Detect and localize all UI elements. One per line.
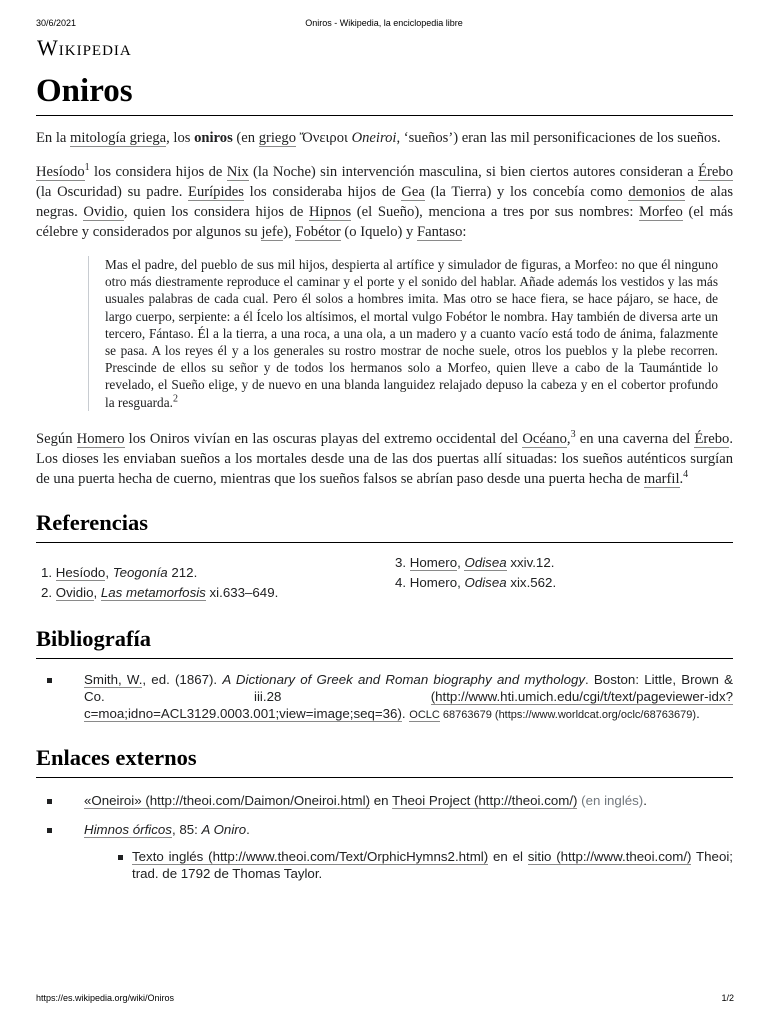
text: en el xyxy=(488,848,528,864)
ref-location: xix.562. xyxy=(506,574,557,590)
ref-author-link[interactable]: Homero xyxy=(409,554,458,570)
language-note: (en inglés) xyxy=(581,792,644,808)
paragraph-homero xyxy=(36,429,733,489)
link-homero[interactable]: Homero xyxy=(76,430,125,447)
text: los Oniros vivían en las oscuras playas del extremo occidental del xyxy=(124,430,523,447)
text: , los xyxy=(166,130,195,146)
link-worldcat-url[interactable]: (https://www.worldcat.org/oclc/68763679) xyxy=(494,708,697,721)
print-page-number: 1/2 xyxy=(721,993,734,1003)
hymn-title: A Oniro xyxy=(201,821,247,837)
footnote-ref-4[interactable]: 4 xyxy=(683,468,689,480)
link-oclc[interactable]: OCLC xyxy=(409,708,440,721)
text: . xyxy=(679,470,684,487)
link-smith[interactable]: Smith, W. xyxy=(84,671,143,687)
wikipedia-logo[interactable]: Wikipedia xyxy=(37,35,132,60)
footnote-ref-2[interactable]: 2 xyxy=(172,393,178,405)
page-title: Oniros xyxy=(36,71,733,116)
term-oniros: oniros xyxy=(194,130,233,146)
link-erebo[interactable]: Érebo xyxy=(698,164,733,180)
text: . Los dioses les enviaban sueños a los mortales desde una de las dos puertas allí situadas: los sueños auténticos surgían de una puerta hecha de cuerno, mientras que los sueños falsos se abrían paso desde una puerta hecha de xyxy=(36,430,733,487)
ovid-quotation xyxy=(88,256,718,411)
nested-list xyxy=(84,848,733,882)
link-hesiodo[interactable]: Hesíodo xyxy=(36,164,85,180)
ref-number: 1. xyxy=(41,564,56,580)
text: : xyxy=(462,224,467,240)
text: . xyxy=(246,821,250,837)
ref-author: Homero xyxy=(409,574,458,590)
text: los consideraba hijos de xyxy=(243,184,402,200)
link-ovidio[interactable]: Ovidio xyxy=(83,204,124,220)
link-jefe[interactable]: jefe xyxy=(261,224,284,240)
ref-work-link[interactable] xyxy=(464,555,506,571)
link-oclc-number[interactable]: 68763679 xyxy=(442,708,492,721)
link-theoi-project[interactable]: Theoi Project (http://theoi.com/) xyxy=(391,792,578,808)
text: (o Iquelo) y xyxy=(340,224,417,240)
text: en xyxy=(370,792,392,808)
link-mitologia-griega[interactable]: mitología griega xyxy=(70,130,167,146)
text: , xyxy=(105,564,113,580)
transliteration: Oneiroi xyxy=(351,130,397,146)
link-morfeo[interactable]: Morfeo xyxy=(639,204,683,220)
footnote-ref-3[interactable]: 3 xyxy=(570,428,576,440)
link-nix[interactable]: Nix xyxy=(226,164,249,180)
ref-location: xi.633–649. xyxy=(205,584,279,600)
book-title: A Dictionary of Greek and Roman biography and mythology xyxy=(222,671,586,687)
footnote-ref-1[interactable]: 1 xyxy=(84,162,90,174)
ref-author-link[interactable]: Ovidio xyxy=(55,584,94,600)
text: ), xyxy=(283,224,296,240)
ref-location: xxiv.12. xyxy=(506,554,555,570)
ref-work: Odisea xyxy=(464,554,507,570)
link-himnos-orficos[interactable] xyxy=(84,822,172,838)
link-text: Himnos órficos xyxy=(84,821,172,837)
link-umich-url[interactable]: (http://www.hti.umich.edu/cgi/t/text/pageviewer-idx?c=moa;idno=ACL3129.0003.001;view=image;seq=36) xyxy=(84,688,733,721)
text: (la Oscuridad) su padre. xyxy=(36,184,189,200)
text: . xyxy=(401,705,410,721)
external-link-item-1 xyxy=(36,792,733,809)
link-fobetor[interactable]: Fobétor xyxy=(295,224,341,240)
print-date: 30/6/2021 xyxy=(36,18,77,28)
ref-number: 2. xyxy=(41,584,56,600)
external-link-item-2 xyxy=(36,821,733,882)
ref-work: Las metamorfosis xyxy=(100,584,206,600)
text: (el Sueño), menciona a tres por sus nombres: xyxy=(351,204,640,220)
text: de alas negras. xyxy=(36,184,734,220)
greek-term: Ὄνειροι xyxy=(299,130,348,146)
link-hipnos[interactable]: Hipnos xyxy=(308,204,352,220)
text: , ed. (1867). xyxy=(142,671,223,687)
ref-author-link[interactable]: Hesíodo xyxy=(55,564,106,580)
text: , 85: xyxy=(171,821,202,837)
link-oneiroi-theoi[interactable]: «Oneiroi» (http://theoi.com/Daimon/Oneiroi.html) xyxy=(84,792,370,808)
ref-number: 4. xyxy=(395,574,410,590)
text: , xyxy=(457,554,465,570)
text: Según xyxy=(36,430,77,447)
text: En la xyxy=(36,130,71,146)
text: , xyxy=(457,574,465,590)
text: . xyxy=(696,705,700,721)
text: , xyxy=(93,584,101,600)
link-griego[interactable]: griego xyxy=(258,130,296,146)
ref-work: Odisea xyxy=(464,574,507,590)
reference-item-4 xyxy=(395,573,556,593)
text: . Boston: Little, Brown & Co. iii.28 xyxy=(84,671,733,704)
link-marfil[interactable]: marfil xyxy=(643,470,680,487)
text: Theoi; trad. de 1792 de Thomas Taylor. xyxy=(132,848,733,881)
intro-paragraph xyxy=(36,128,733,148)
heading-enlaces-externos: Enlaces externos xyxy=(36,744,733,778)
link-gea[interactable]: Gea xyxy=(401,184,425,200)
print-url: https://es.wikipedia.org/wiki/Oniros xyxy=(36,993,175,1003)
external-links-list xyxy=(36,792,733,882)
link-demonios[interactable]: demonios xyxy=(628,184,686,200)
references-column-left xyxy=(41,563,278,603)
text: , quien los considera hijos de xyxy=(123,204,309,220)
link-erebo-2[interactable]: Érebo xyxy=(694,430,730,447)
text: (el más célebre y considerados por algunos su xyxy=(36,204,733,240)
ref-location: 212. xyxy=(167,564,198,580)
text: (la Tierra) y los concebía como xyxy=(424,184,629,200)
link-euripides[interactable]: Eurípides xyxy=(188,184,244,200)
external-link-subitem xyxy=(84,848,733,882)
reference-item-1 xyxy=(41,563,278,583)
text: , ‘sueños’) eran las mil personificaciones de los sueños. xyxy=(396,130,721,146)
reference-item-2 xyxy=(41,583,278,603)
heading-bibliografia: Bibliografía xyxy=(36,625,733,659)
heading-referencias: Referencias xyxy=(36,509,733,543)
paragraph-origins xyxy=(36,162,733,242)
references-column-right xyxy=(395,553,556,593)
text: , xyxy=(566,430,571,447)
ref-work-link[interactable] xyxy=(101,585,206,601)
reference-item-3 xyxy=(395,553,556,573)
print-page-title: Oniros - Wikipedia, la enciclopedia libre xyxy=(305,18,463,28)
ref-work: Teogonía xyxy=(112,564,168,580)
link-oceano[interactable]: Océano xyxy=(522,430,567,447)
text: en una caverna del xyxy=(575,430,695,447)
bibliography-list xyxy=(36,671,733,724)
link-sitio-theoi[interactable]: sitio (http://www.theoi.com/) xyxy=(527,848,692,864)
text: (en xyxy=(232,130,259,146)
references-list xyxy=(36,553,733,609)
link-texto-ingles[interactable]: Texto inglés (http://www.theoi.com/Text/OrphicHymns2.html) xyxy=(132,848,489,864)
text: los considera hijos de xyxy=(89,164,227,180)
text: . xyxy=(643,792,647,808)
link-fantaso[interactable]: Fantaso xyxy=(416,224,463,240)
bibliography-item xyxy=(36,671,733,724)
ref-number: 3. xyxy=(395,554,410,570)
text: (la Noche) sin intervención masculina, si bien ciertos autores consideran a xyxy=(248,164,699,180)
quote-text: Mas el padre, del pueblo de sus mil hijos, despierta al artífice y simulador de figuras, a Morfeo: no que él ninguno otro más diestramente reproduce el caminar y el porte y el sonido del hablar. Añade además los vestidos y las más usuales palabras de cada cual. Pero él solos a hombres imita. Mas otro se hace fiera, se hace pájaro, se hace, de largo cuerpo, serpiente: a él Ícelo los altísimos, el mortal vulgo Fobétor le nombra. Hay también de diversa arte un tercero, Fántaso. Él a la tierra, a una roca, a una ola, a un madero y a cuanto vacío está todo de ánima, falazmente se pasa. A los reyes él y a los generales su rostro mostrar de noche suele, otros los pueblos y la plebe recorren. Prescinde de ellos su señor y de todos los hermanos solo a Morfeo, quien lleve a cabo de la Taumántide lo revelado, el Sueño elige, y de nuevo en una blanda languidez relajado depuso la cabeza y en el cobertor profundo la resguarda. xyxy=(105,257,718,410)
article-content xyxy=(36,128,733,882)
